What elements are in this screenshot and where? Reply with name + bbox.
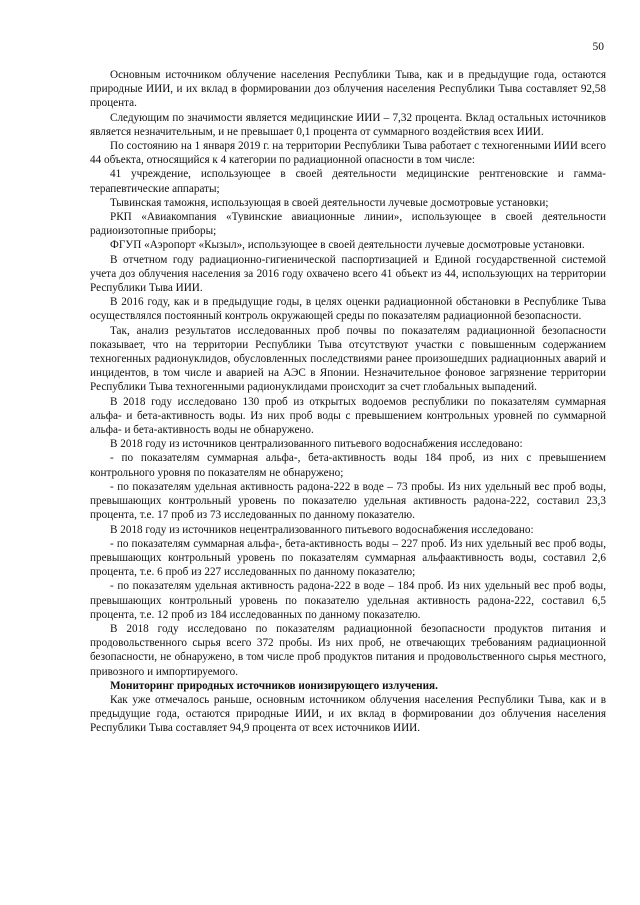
paragraph: Основным источником облучение населения Республики Тыва, как и в предыдущие года, остаются природные ИИИ, и их вклад в формировании доз облучения населения Республики Тыва составляет 92,58 процента. — [90, 69, 606, 110]
paragraph: По состоянию на 1 января 2019 г. на территории Республики Тыва работает с техногенными ИИИ всего 44 объекта, относящийся к 4 категории по радиационной опасности в том числе: — [90, 140, 606, 167]
paragraph: В 2018 году из источников централизованного питьевого водоснабжения исследовано: — [110, 438, 523, 451]
list-item: - по показателям суммарная альфа-, бета-активность воды 184 проб, из них с превышением контрольного уровня по показателям не обнаружено; — [90, 452, 606, 479]
paragraph: В 2016 году, как и в предыдущие годы, в целях оценки радиационной обстановки в Республике Тыва осуществлялся постоянный контроль окружающей среды по показателям радиационной безопасности. — [90, 296, 606, 323]
paragraph: В 2018 году исследовано по показателям радиационной безопасности продуктов питания и продовольственного сырья всего 372 пробы. Из них проб, не отвечающих требованиям радиационной безопасности, не обнаружено, в том числе проб продуктов питания и продовольственного сырья местного, привозного и импортируемого. — [90, 622, 606, 678]
paragraph: Так, анализ результатов исследованных проб почвы по показателям радиационной безопасности показывает, что на территории Республики Тыва отсутствуют участки с повышенным содержанием техногенных радионуклидов, обусловленных последствиями ранее произошедших радиационных аварий и инцидентов, в том числе и аварией на АЭС в Японии. Незначительное фоновое загрязнение территории Республики Тыва техногенными радионуклидами происходит за счет глобальных выпадений. — [90, 324, 606, 394]
section-heading: Мониторинг природных источников ионизирующего излучения. — [110, 679, 438, 692]
paragraph: Следующим по значимости является медицинские ИИИ – 7,32 процента. Вклад остальных источников является незначительным, и не превышает 0,1 процента от суммарного воздействия всех ИИИ. — [90, 111, 606, 138]
list-item: Тывинская таможня, использующая в своей деятельности лучевые досмотровые установки; — [110, 196, 549, 209]
list-item: 41 учреждение, использующее в своей деятельности медицинские рентгеновские и гамма-терапевтические аппараты; — [90, 168, 606, 195]
list-item: - по показателям суммарная альфа-, бета-активность воды – 227 проб. Из них удельный вес проб воды, превышающих контрольный уровень по показателям суммарная альфаактивность воды, составил 2,6 процента, т.е. 6 проб из 227 исследованных по данному показателю; — [90, 537, 606, 579]
list-item: РКП «Авиакомпания «Тувинские авиационные линии», использующее в своей деятельности радиоизотопные приборы; — [90, 211, 606, 238]
list-item: - по показателям удельная активность радона-222 в воде – 73 пробы. Из них удельный вес проб воды, превышающих контрольный уровень по показателю удельная активность радона-222, составил 23,3 процента, т.е. 17 проб из 73 исследованных по данному показателю. — [90, 480, 606, 522]
paragraph: В 2018 году исследовано 130 проб из открытых водоемов республики по показателям суммарная альфа- и бета-активность воды. Из них проб воды с превышением контрольных уровней по суммарной альфа- и бета-активность воды не обнаружено. — [90, 395, 606, 437]
page-body — [90, 68, 606, 736]
paragraph: В 2018 году из источников нецентрализованного питьевого водоснабжения исследовано: — [110, 523, 534, 536]
paragraph: Как уже отмечалось раньше, основным источником облучения населения Республики Тыва, как и в предыдущие года, остаются природные ИИИ, и их вклад в формировании доз облучения населения Республики Тыва составляет 94,9 процента от всех источников ИИИ. — [90, 693, 606, 735]
list-item: ФГУП «Аэропорт «Кызыл», использующее в своей деятельности лучевые досмотровые установки. — [110, 239, 585, 252]
paragraph: В отчетном году радиационно-гигиенической паспортизацией и Единой государственной системой учета доз облучения населения за 2016 году охвачено всего 41 объект из 44, использующих на территории Республики Тыва ИИИ. — [90, 253, 606, 295]
list-item: - по показателям удельная активность радона-222 в воде – 184 проб. Из них удельный вес проб воды, превышающих контрольный уровень по показателю удельная активность радона-222, составил 6,5 процента, т.е. 12 проб из 184 исследованных по данному показателю. — [90, 580, 606, 621]
page-number: 50 — [592, 41, 604, 53]
